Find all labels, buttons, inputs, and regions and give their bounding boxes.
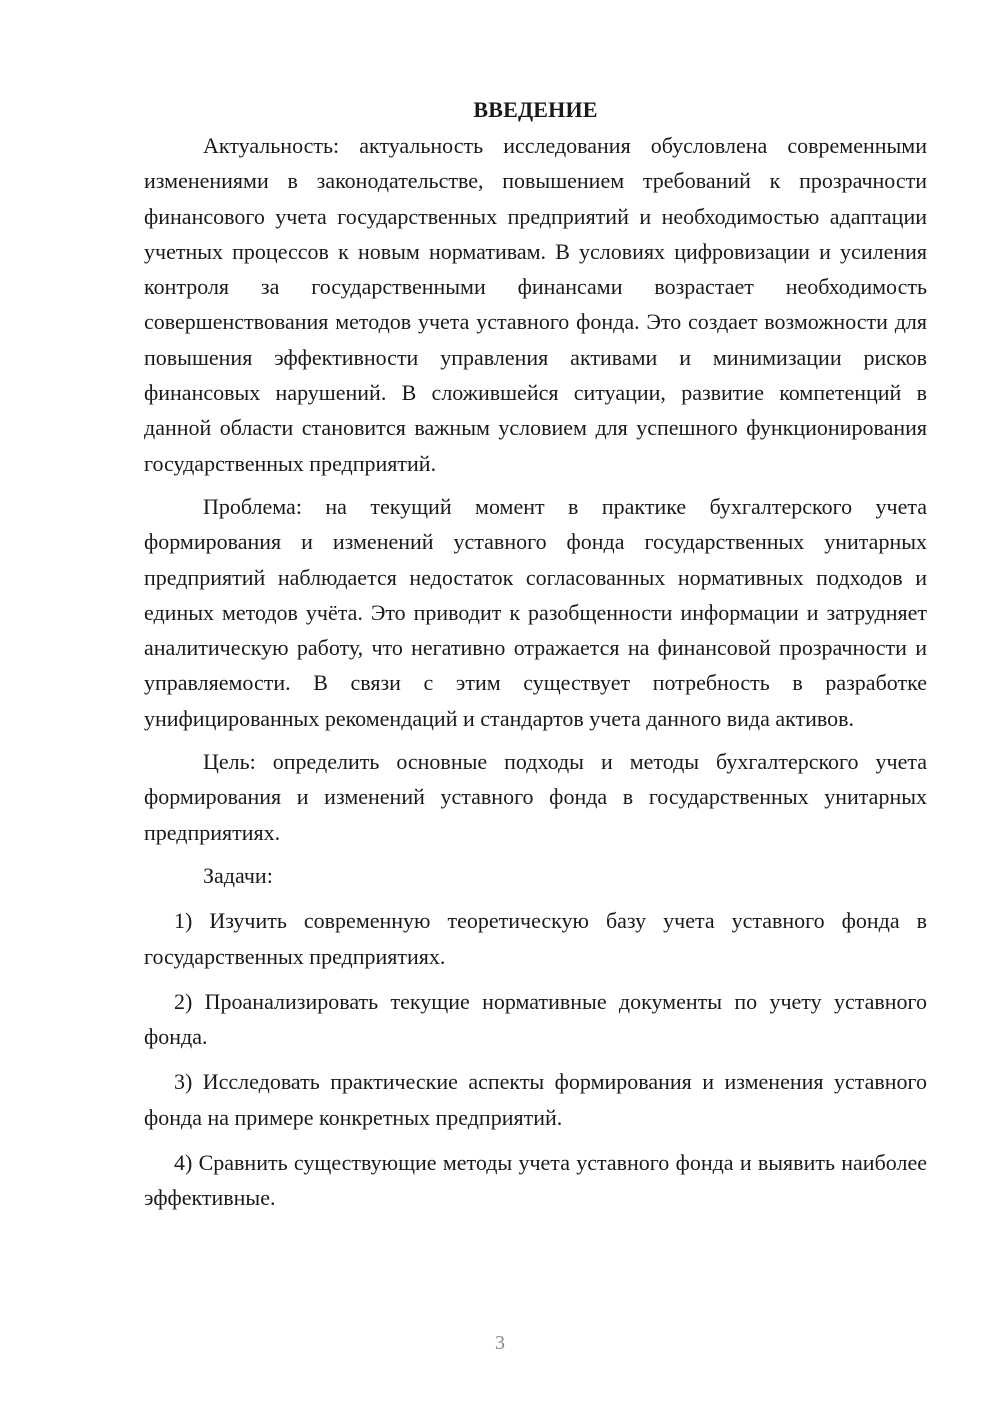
page-number: 3 xyxy=(495,1332,505,1354)
tasks-label: Задачи: xyxy=(203,862,273,888)
tasks-list xyxy=(144,903,927,1215)
paragraph-goal: Цель: определить основные подходы и методы бухгалтерского учета формирования и изменений уставного фонда в государственных унитарных предприятиях. xyxy=(144,749,927,845)
task-item: 2) Проанализировать текущие нормативные документы по учету уставного фонда. xyxy=(144,988,927,1050)
paragraph-problem: Проблема: на текущий момент в практике бухгалтерского учета формирования и изменений уставного фонда государственных унитарных предприятий наблюдается недостаток согласованных нормативных подходов и единых методов учёта. Это приводит к разобщенности информации и затрудняет аналитическую работу, что негативно отражается на финансовой прозрачности и управляемости. В связи с этим существует потребность в разработке унифицированных рекомендаций и стандартов учета данного вида активов. xyxy=(144,493,927,731)
section-heading: ВВЕДЕНИЕ xyxy=(473,97,598,122)
page-content xyxy=(144,92,927,1226)
paragraph-relevance: Актуальность: актуальность исследования обусловлена современными изменениями в законодательстве, повышением требований к прозрачности финансового учета государственных предприятий и необходимостью адаптации учетных процессов к новым нормативам. В условиях цифровизации и усиления контроля за государственными финансами возрастает необходимость совершенствования методов учета уставного фонда. Это создает возможности для повышения эффективности управления активами и минимизации рисков финансовых нарушений. В сложившейся ситуации, развитие компетенций в данной области становится важным условием для успешного функционирования государственных предприятий. xyxy=(144,133,927,476)
task-item: 3) Исследовать практические аспекты формирования и изменения уставного фонда на примере конкретных предприятий. xyxy=(144,1069,927,1130)
task-item: 4) Сравнить существующие методы учета уставного фонда и выявить наиболее эффективные. xyxy=(144,1150,927,1211)
task-item: 1) Изучить современную теоретическую базу учета уставного фонда в государственных предприятиях. xyxy=(144,908,927,969)
